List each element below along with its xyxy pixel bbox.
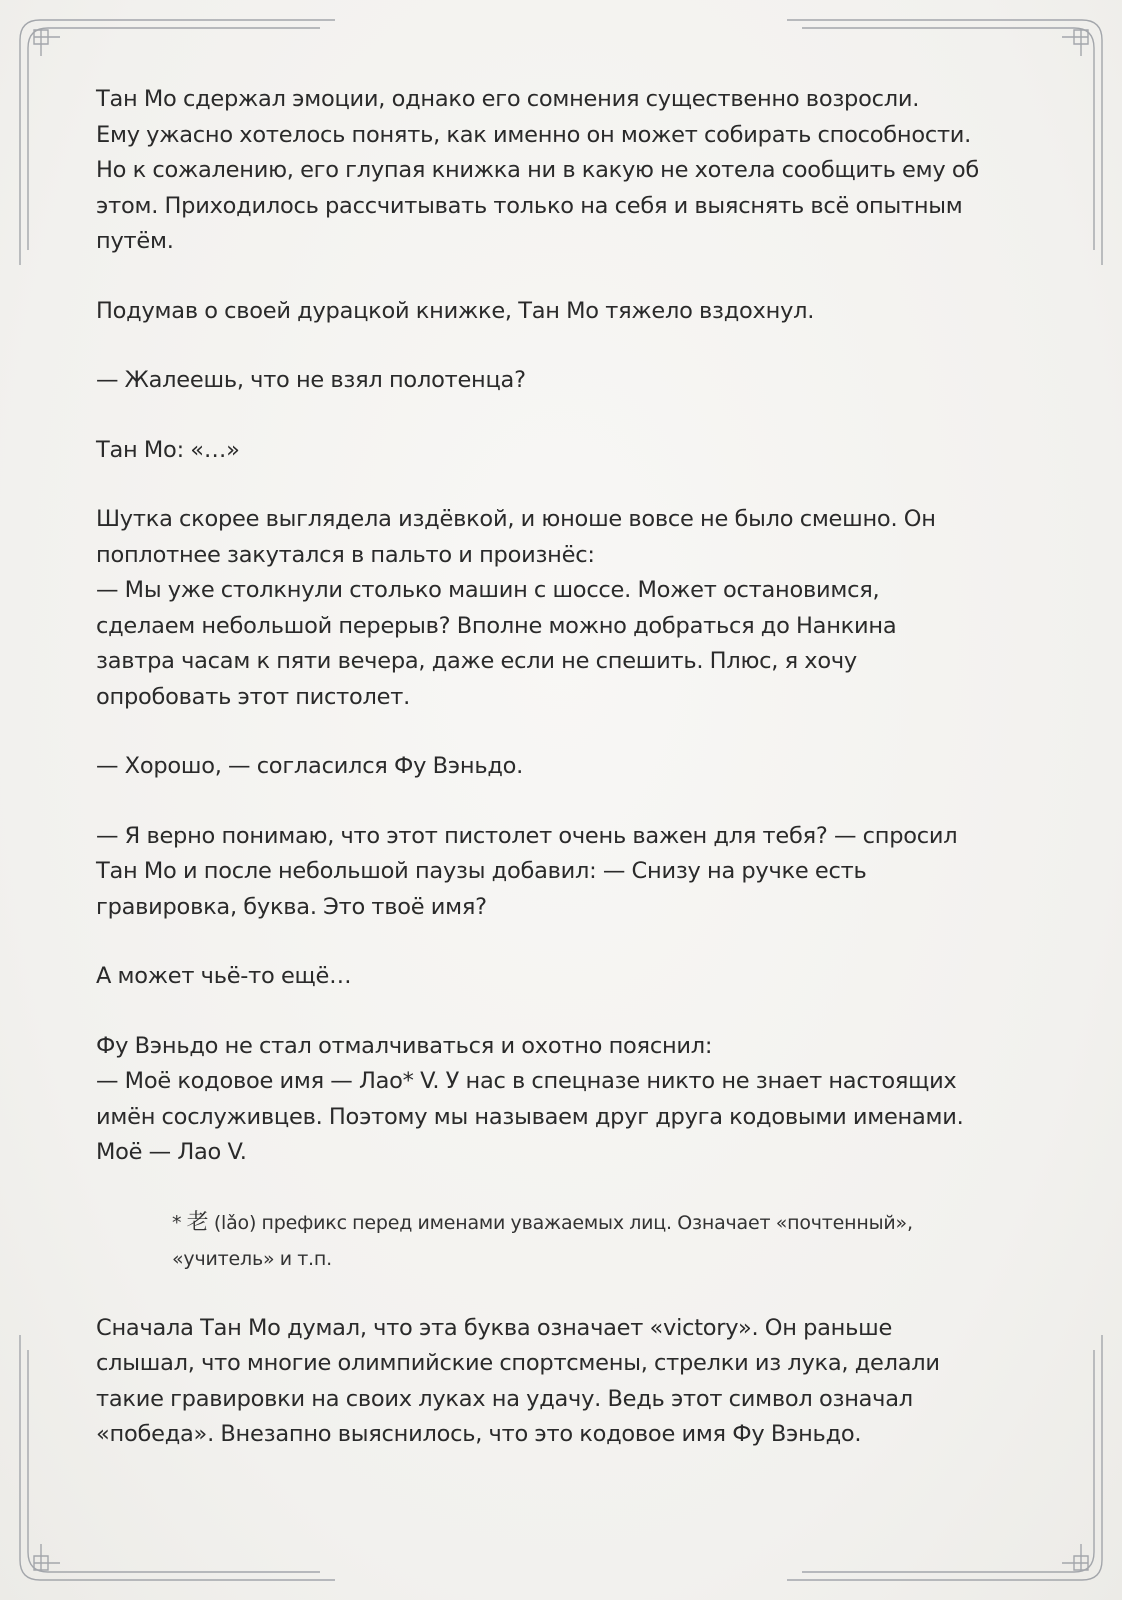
text-line: путём. — [96, 228, 174, 254]
text-line: Сначала Тан Мо думал, что эта буква означает «victory». Он раньше — [96, 1314, 893, 1341]
paragraph — [96, 1029, 1026, 1171]
paragraph — [96, 749, 1026, 785]
text-line: поплотнее закутался в пальто и произнёс: — [96, 541, 595, 568]
paragraph — [96, 363, 1026, 399]
text-line: слышал, что многие олимпийские спортсмены, стрелки из лука, делали — [96, 1350, 940, 1376]
text-line: Ему ужасно хотелось понять, как именно он может собирать способности. — [96, 121, 972, 148]
text-line: — Мы уже столкнули столько машин с шоссе. Может остановимся, — [96, 577, 880, 603]
footnote-line — [172, 1205, 1026, 1241]
text-line: «победа». Внезапно выяснилось, что это кодовое имя Фу Вэньдо. — [96, 1421, 862, 1447]
paragraph — [96, 959, 1026, 995]
text-line: Тан Мо и после небольшой паузы добавил: — Снизу на ручке есть — [96, 858, 867, 884]
text-line: — Я верно понимаю, что этот пистолет очень важен для тебя? — спросил — [96, 822, 958, 849]
footnote-hanzi: 老 — [186, 1209, 209, 1235]
footnote-marker: * — [172, 1211, 182, 1234]
text-body — [96, 82, 1026, 1487]
text-line: такие гравировки на своих луках на удачу. Ведь этот символ означал — [96, 1385, 913, 1412]
paragraph — [96, 1311, 1026, 1453]
text-line: опробовать этот пистолет. — [96, 683, 411, 710]
text-line: — Моё кодовое имя — Лао* V. У нас в спецназе никто не знает настоящих — [96, 1068, 957, 1094]
text-line: — Хорошо, — согласился Фу Вэньдо. — [96, 753, 524, 779]
text-line: — Жалеешь, что не взял полотенца? — [96, 367, 526, 393]
paragraph — [96, 502, 1026, 715]
text-line: Тан Мо: «…» — [96, 436, 240, 463]
text-line: гравировка, буква. Это твоё имя? — [96, 893, 487, 920]
text-line: завтра часам к пяти вечера, даже если не спешить. Плюс, я хочу — [96, 648, 857, 674]
footnote-text: (lǎo) префикс перед именами уважаемых лиц. Означает «почтенный», — [213, 1211, 913, 1234]
text-line: сделаем небольшой перерыв? Вполне можно добраться до Нанкина — [96, 612, 897, 639]
paragraph — [96, 294, 1026, 330]
paragraph — [96, 433, 1026, 469]
text-line: Шутка скорее выглядела издёвкой, и юноше вовсе не было смешно. Он — [96, 506, 936, 532]
text-line: Но к сожалению, его глупая книжка ни в какую не хотела сообщить ему об — [96, 157, 979, 183]
text-line: Фу Вэньдо не стал отмалчиваться и охотно пояснил: — [96, 1032, 713, 1059]
paragraph — [96, 819, 1026, 926]
text-line: А может чьё-то ещё… — [96, 963, 352, 989]
footnote — [172, 1205, 1026, 1277]
paragraph — [96, 82, 1026, 260]
footnote-line: «учитель» и т.п. — [172, 1247, 332, 1270]
text-line: Тан Мо сдержал эмоции, однако его сомнения существенно возросли. — [96, 86, 920, 112]
text-line: Подумав о своей дурацкой книжке, Тан Мо тяжело вздохнул. — [96, 297, 815, 324]
text-line: этом. Приходилось рассчитывать только на себя и выяснять всё опытным — [96, 192, 963, 219]
text-line: Моё — Лао V. — [96, 1139, 247, 1165]
text-line: имён сослуживцев. Поэтому мы называем друг друга кодовыми именами. — [96, 1103, 964, 1130]
